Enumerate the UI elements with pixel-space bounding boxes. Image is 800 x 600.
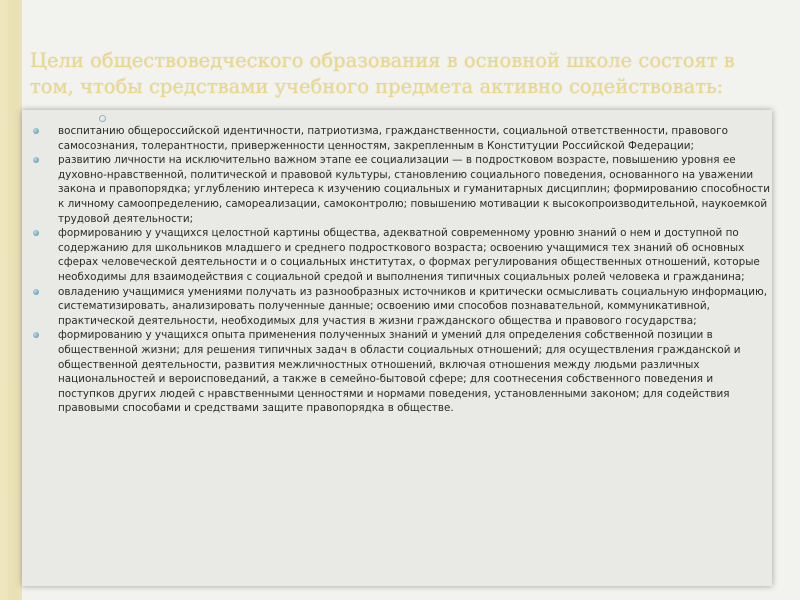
bullet-icon	[33, 289, 39, 295]
list-item	[30, 285, 770, 329]
slide-title: Цели обществоведческого образования в основной школе состоят в том, чтобы средствами учебного предмета активно содействовать:	[30, 49, 735, 98]
bullet-icon	[33, 332, 39, 338]
list-item	[30, 328, 770, 416]
bullet-icon	[33, 128, 39, 134]
circle-decoration-icon	[99, 115, 106, 122]
list-item-text: формированию у учащихся опыта применения полученных знаний и умений для определения собственной позиции в общественной жизни; для решения типичных задач в области социальных отношений; для осуществления гражданской и общественной деятельности, развития межличностных отношений, включая отношения между людьми различных национальностей и вероисповеданий, а также в семейно-бытовой сфере; для соотнесения собственного поведения и поступков других людей с нравственными ценностями и нормами поведения, установленными законом; для содействия правовыми способами и средствами защите правопорядка в обществе.	[58, 329, 741, 415]
bullet-icon	[33, 230, 39, 236]
list-item	[30, 226, 770, 284]
bullet-icon	[33, 157, 39, 163]
list-item-text: развитию личности на исключительно важном этапе ее социализации — в подростковом возрасте, повышению уровня ее духовно-нравственной, политической и правовой культуры, становлению социального поведения, основанного на уважении закона и правопорядка; углублению интереса к изучению социальных и гуманитарных дисциплин; формированию способности к личному самоопределению, самореализации, самоконтролю; повышению мотивации к высокопроизводительной, наукоемкой трудовой деятельности;	[58, 154, 770, 225]
list-item-text: воспитанию общероссийской идентичности, патриотизма, гражданственности, социальной ответственности, правового самосознания, толерантности, приверженности ценностям, закрепленным в Конституции Российской Федерации;	[58, 125, 728, 152]
stripe-band	[8, 0, 18, 600]
list-item-text: овладению учащимися умениями получать из разнообразных источников и критически осмысливать социальную информацию, систематизировать, анализировать полученные данные; освоению ими способов познавательной, коммуникативной, практической деятельности, необходимых для участия в жизни гражданского общества и правового государства;	[58, 285, 767, 327]
list-item	[30, 124, 770, 153]
list-item	[30, 153, 770, 226]
list-item-text: формированию у учащихся целостной картины общества, адекватной современному уровню знаний о нем и доступной по содержанию для школьников младшего и среднего подросткового возраста; освоению учащимися тех знаний об основных сферах человеческой деятельности и о социальных институтах, о формах регулирования общественных отношений, которые необходимы для взаимодействия с социальной средой и выполнения типичных социальных ролей человека и гражданина;	[58, 227, 760, 283]
goals-list	[30, 124, 770, 416]
